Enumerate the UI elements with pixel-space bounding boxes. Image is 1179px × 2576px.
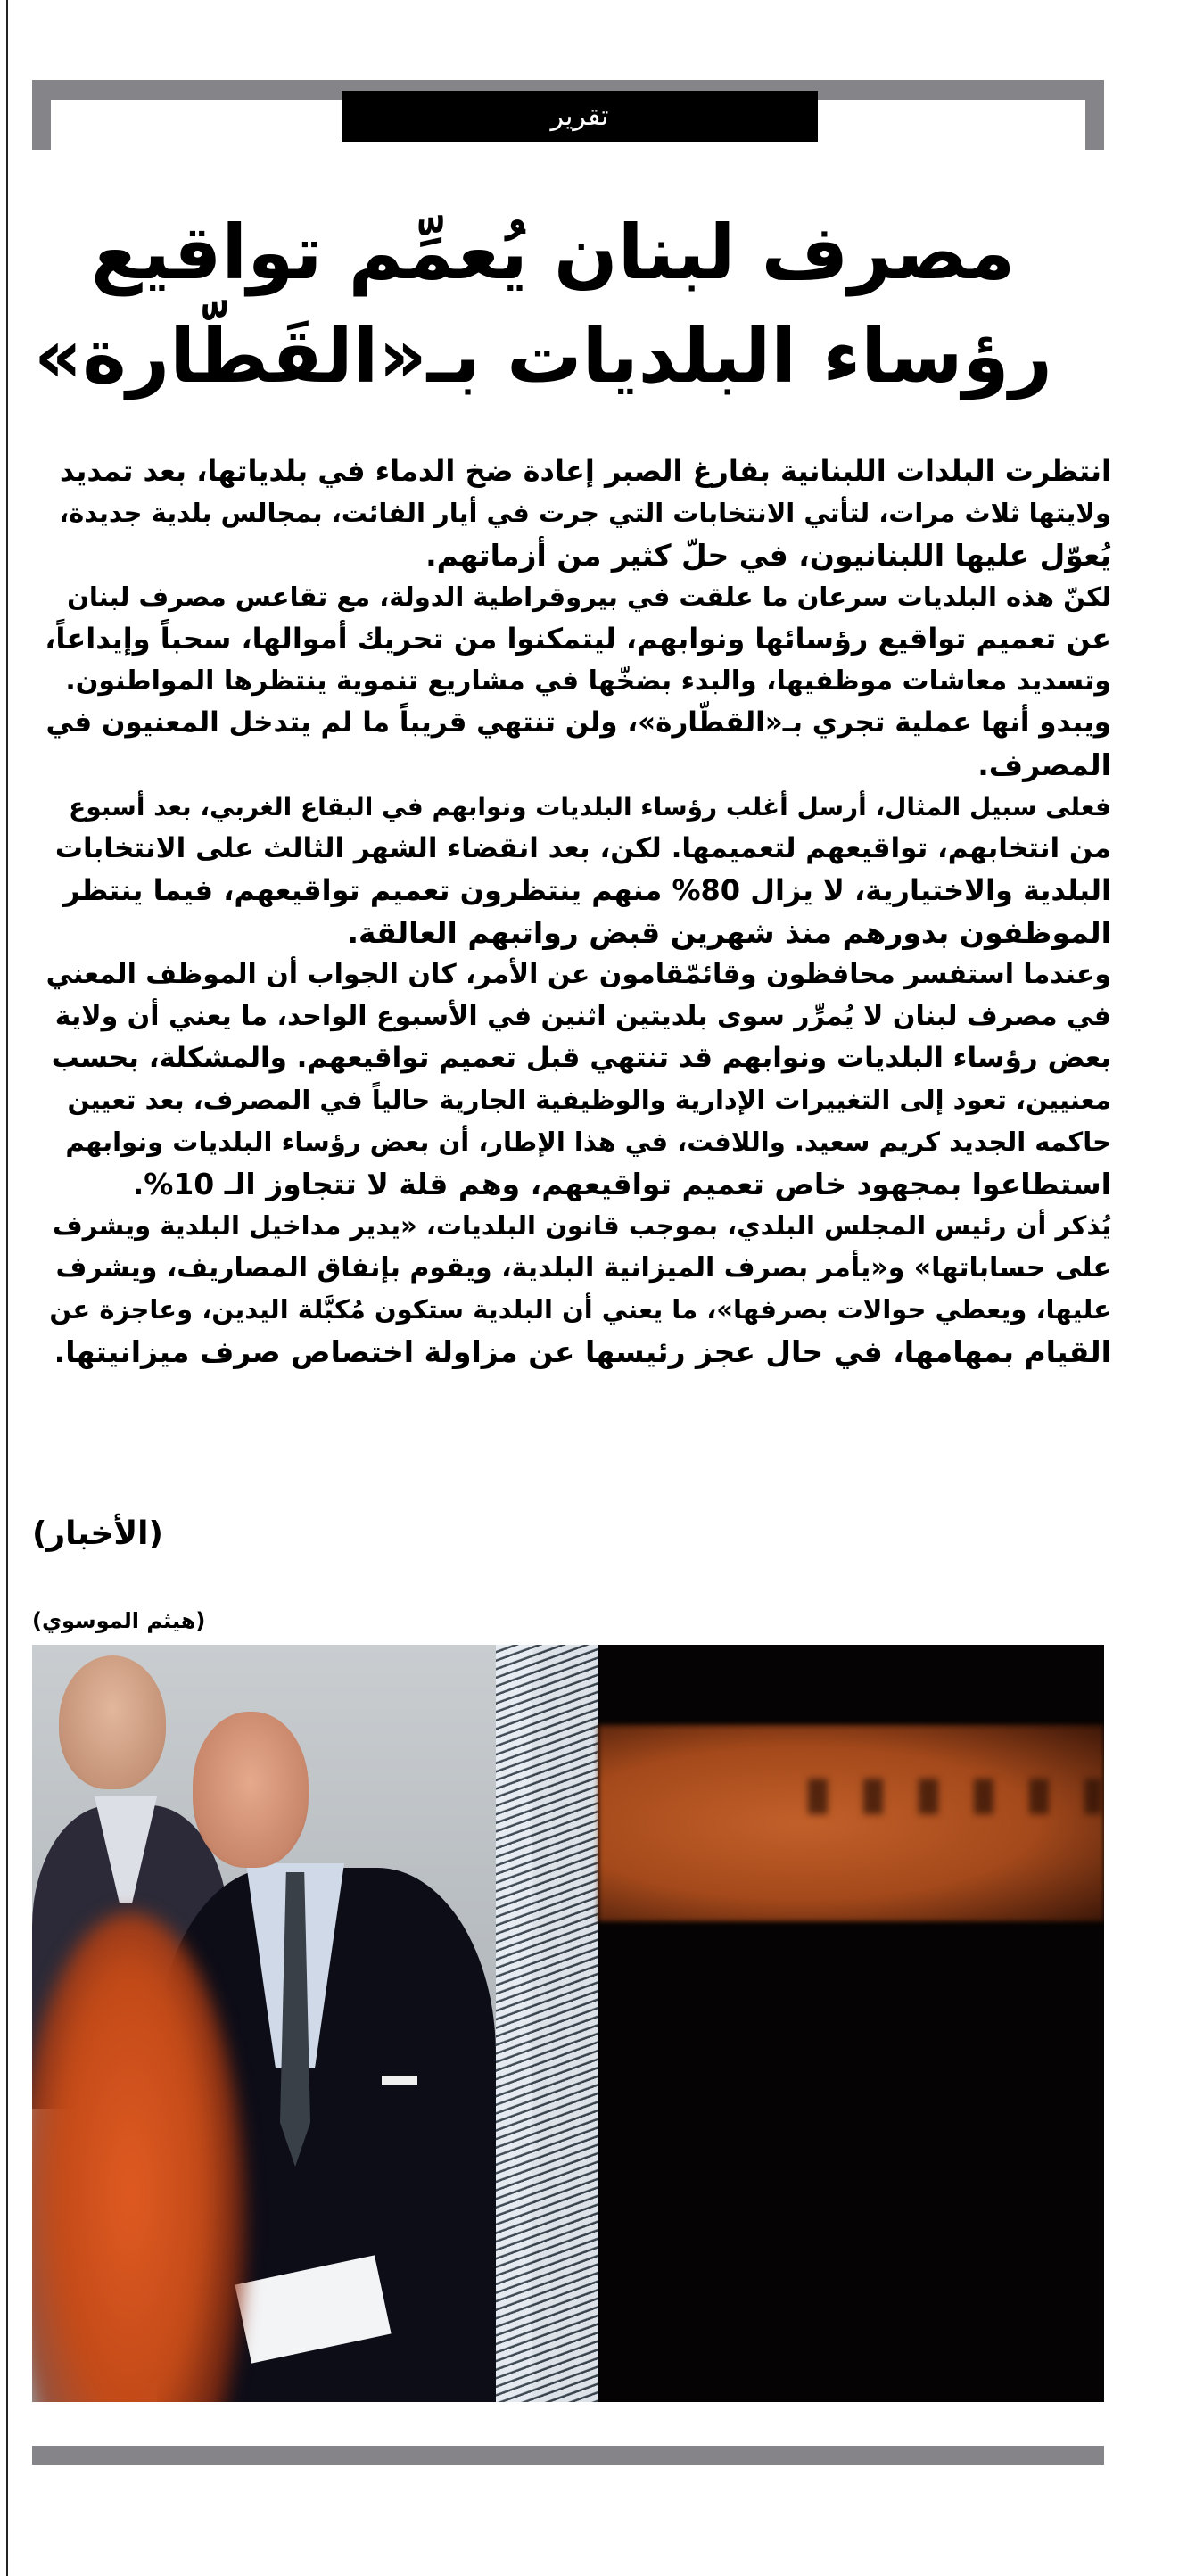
article-body	[32, 450, 1111, 1373]
page-left-border	[6, 0, 8, 2576]
headline-line-1: مصرف لبنان يُعمِّم تواقيع	[90, 209, 1016, 296]
body-line: من انتخابهم، تواقيعهم لتعميمها. لكن، بعد انقضاء الشهر الثالث على الانتخابات	[54, 832, 1111, 864]
body-line: حاكمه الجديد كريم سعيد. واللافت، في هذا الإطار، أن بعض رؤساء البلديات ونوابهم	[65, 1127, 1111, 1157]
body-line: بعض رؤساء البلديات ونوابهم قد تنتهي قبل تعميم تواقيعهم. والمشكلة، بحسب	[51, 1042, 1111, 1074]
photo-sign-letters	[772, 1779, 1102, 1814]
photo-window-blinds	[496, 1645, 598, 2402]
body-line: على حساباتها» و«يأمر بصرف الميزانية البلدية، ويقوم بإنفاق المصاريف، ويشرف	[55, 1252, 1111, 1284]
photo-man-background-head	[59, 1655, 166, 1789]
body-line: البلدية والاختيارية، لا يزال 80% منهم ينتظرون تعميم تواقيعهم، فيما ينتظر	[63, 873, 1111, 907]
body-line: الموظفون بدورهم منذ شهرين قبض رواتبهم العالقة.	[347, 915, 1111, 950]
body-line: ولايتها ثلاث مرات، لتأتي الانتخابات التي جرت في أيار الفائت، بمجالس بلدية جديدة،	[59, 498, 1111, 528]
body-line: عليها، ويعطي حوالات بصرفها»، ما يعني أن البلدية ستكون مُكبَّلة اليدين، وعاجزة عن	[49, 1294, 1111, 1325]
body-line: القيام بمهامها، في حال عجز رئيسها عن مزاولة اختصاص صرف ميزانيتها.	[54, 1334, 1111, 1369]
body-line: المصرف.	[977, 747, 1111, 782]
section-label	[342, 91, 818, 142]
body-line: معنيين، تعود إلى التغييرات الإدارية والوظيفية الجارية حالياً في المصرف، بعد تعيين	[67, 1085, 1111, 1115]
body-line: لكنّ هذه البلديات سرعان ما علقت في بيروقراطية الدولة، مع تقاعس مصرف لبنان	[67, 582, 1111, 612]
header-bracket-left	[32, 80, 51, 150]
body-line: في مصرف لبنان لا يُمرِّر سوى بلديتين اثنين في الأسبوع الواحد، ما يعني أن ولاية	[54, 1001, 1111, 1032]
section-label-text: تقرير	[550, 101, 609, 132]
body-line: وعندما استفسر محافظون وقائمّقامون عن الأمر، كان الجواب أن الموظف المعني	[45, 959, 1111, 990]
headline	[34, 201, 1052, 408]
body-line: يُعوّل عليها اللبنانيون، في حلّ كثير من أزماتهم.	[425, 538, 1111, 573]
footer-bar	[32, 2446, 1104, 2465]
photo-credit: (هيثم الموسوي)	[32, 1608, 206, 1633]
photo-man-foreground-head	[193, 1712, 309, 1868]
body-line: انتظرت البلدات اللبنانية بفارغ الصبر إعادة ضخ الدماء في بلدياتها، بعد تمديد	[59, 454, 1111, 488]
header-bracket-right	[1085, 80, 1104, 150]
body-line: وتسديد معاشات موظفيها، والبدء بضخّها في مشاريع تنموية ينتظرها المواطنون.	[65, 665, 1111, 697]
body-line: استطاعوا بمجهود خاص تعميم تواقيعهم، وهم قلة لا تتجاوز الـ 10%.	[132, 1167, 1111, 1201]
photo-blurred-sign	[598, 1725, 1104, 1921]
photo-pocket-square	[382, 2076, 417, 2085]
body-line: فعلى سبيل المثال، أرسل أغلب رؤساء البلديات ونوابهم في البقاع الغربي، بعد أسبوع	[69, 792, 1111, 822]
headline-line-2: رؤساء البلديات بـ«القَطّارة»	[34, 312, 1052, 400]
body-line: ويبدو أنها عملية تجري بـ«القطّارة»، ولن تنتهي قريباً ما لم يتدخل المعنيون في	[45, 706, 1111, 739]
body-line: عن تعميم تواقيع رؤسائها ونوابهم، ليتمكنوا من تحريك أموالها، سحباً وإيداعاً،	[45, 622, 1111, 656]
article-photo	[32, 1645, 1104, 2402]
source-attribution: (الأخبار)	[32, 1515, 163, 1552]
body-line: يُذكر أن رئيس المجلس البلدي، بموجب قانون البلديات، «يدير مداخيل البلدية ويشرف	[52, 1210, 1111, 1241]
